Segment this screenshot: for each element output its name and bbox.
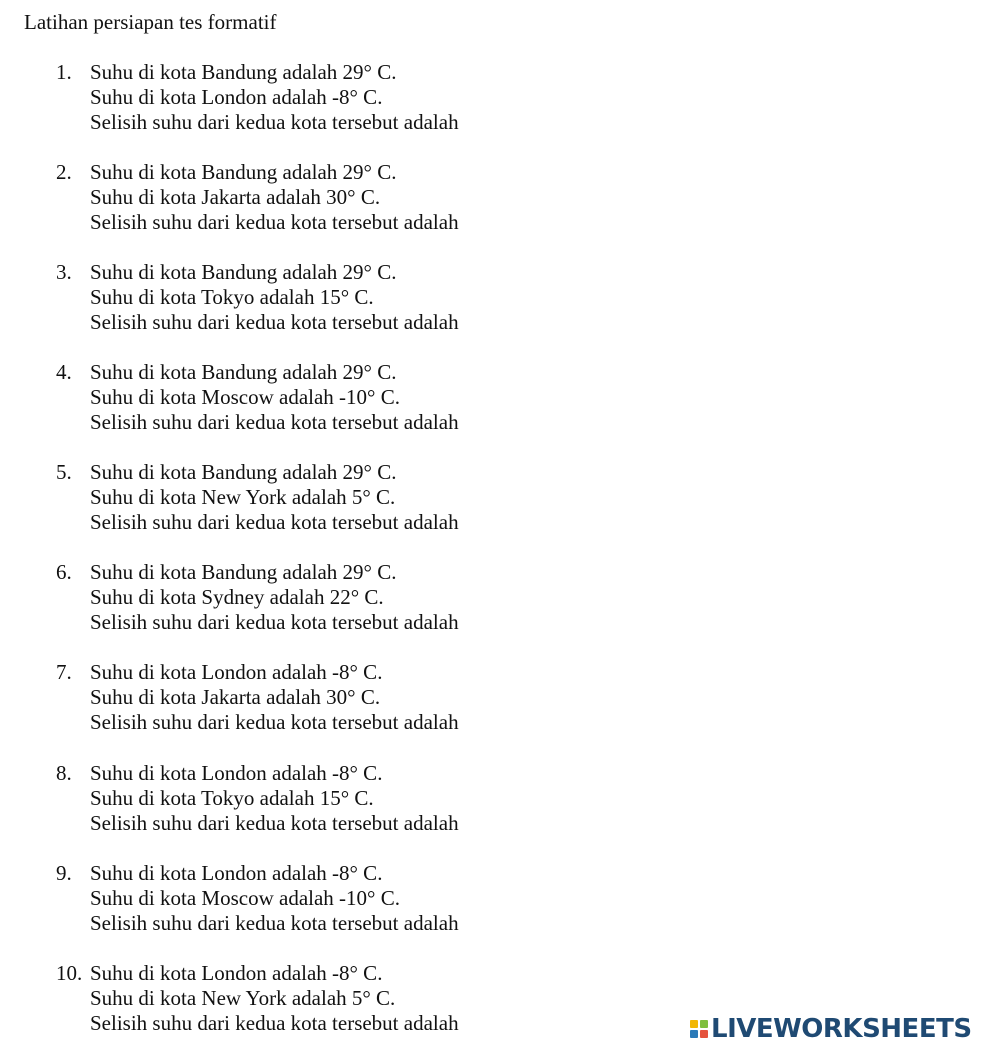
question-line: Suhu di kota London adalah -8° C. (90, 861, 383, 885)
question-number: 5. (56, 460, 72, 484)
logo-square-icon (690, 1030, 698, 1038)
question-number: 7. (56, 660, 72, 684)
liveworksheets-logo-icon (690, 1020, 708, 1038)
logo-square-icon (700, 1020, 708, 1028)
question-number: 1. (56, 60, 72, 84)
question-line: Suhu di kota London adalah -8° C. (90, 961, 383, 985)
question-line: Selisih suhu dari kedua kota tersebut adalah (90, 811, 459, 835)
question-line: Suhu di kota London adalah -8° C. (90, 761, 383, 785)
question-line: Suhu di kota London adalah -8° C. (90, 85, 383, 109)
question-line: Suhu di kota Bandung adalah 29° C. (90, 460, 397, 484)
question-number: 8. (56, 761, 72, 785)
question-line: Selisih suhu dari kedua kota tersebut adalah (90, 610, 459, 634)
question-line: Selisih suhu dari kedua kota tersebut adalah (90, 110, 459, 134)
question-line: Selisih suhu dari kedua kota tersebut adalah (90, 710, 459, 734)
question-line: Suhu di kota Bandung adalah 29° C. (90, 360, 397, 384)
question-line: Suhu di kota Tokyo adalah 15° C. (90, 786, 374, 810)
question-number: 2. (56, 160, 72, 184)
logo-square-icon (690, 1020, 698, 1028)
question-line: Suhu di kota Bandung adalah 29° C. (90, 560, 397, 584)
question-line: Suhu di kota Bandung adalah 29° C. (90, 160, 397, 184)
question-line: Selisih suhu dari kedua kota tersebut adalah (90, 310, 459, 334)
question-number: 6. (56, 560, 72, 584)
brand-name: LIVEWORKSHEETS (711, 1014, 972, 1044)
question-line: Suhu di kota New York adalah 5° C. (90, 485, 396, 509)
question-line: Suhu di kota Moscow adalah -10° C. (90, 886, 400, 910)
question-line: Suhu di kota Moscow adalah -10° C. (90, 385, 400, 409)
question-line: Suhu di kota Sydney adalah 22° C. (90, 585, 384, 609)
question-line: Selisih suhu dari kedua kota tersebut adalah (90, 911, 459, 935)
question-number: 10. (56, 961, 83, 985)
question-number: 9. (56, 861, 72, 885)
question-line: Selisih suhu dari kedua kota tersebut adalah (90, 510, 459, 534)
question-line: Suhu di kota Jakarta adalah 30° C. (90, 185, 381, 209)
question-line: Suhu di kota Bandung adalah 29° C. (90, 60, 397, 84)
question-line: Selisih suhu dari kedua kota tersebut adalah (90, 1011, 459, 1035)
question-line: Suhu di kota Tokyo adalah 15° C. (90, 285, 374, 309)
question-number: 4. (56, 360, 72, 384)
question-line: Selisih suhu dari kedua kota tersebut adalah (90, 210, 459, 234)
question-line: Suhu di kota Jakarta adalah 30° C. (90, 685, 381, 709)
question-number: 3. (56, 260, 72, 284)
question-line: Suhu di kota London adalah -8° C. (90, 660, 383, 684)
liveworksheets-logo (690, 1012, 972, 1046)
logo-square-icon (700, 1030, 708, 1038)
question-line: Selisih suhu dari kedua kota tersebut adalah (90, 410, 459, 434)
question-line: Suhu di kota Bandung adalah 29° C. (90, 260, 397, 284)
page-title: Latihan persiapan tes formatif (24, 10, 277, 34)
question-line: Suhu di kota New York adalah 5° C. (90, 986, 396, 1010)
